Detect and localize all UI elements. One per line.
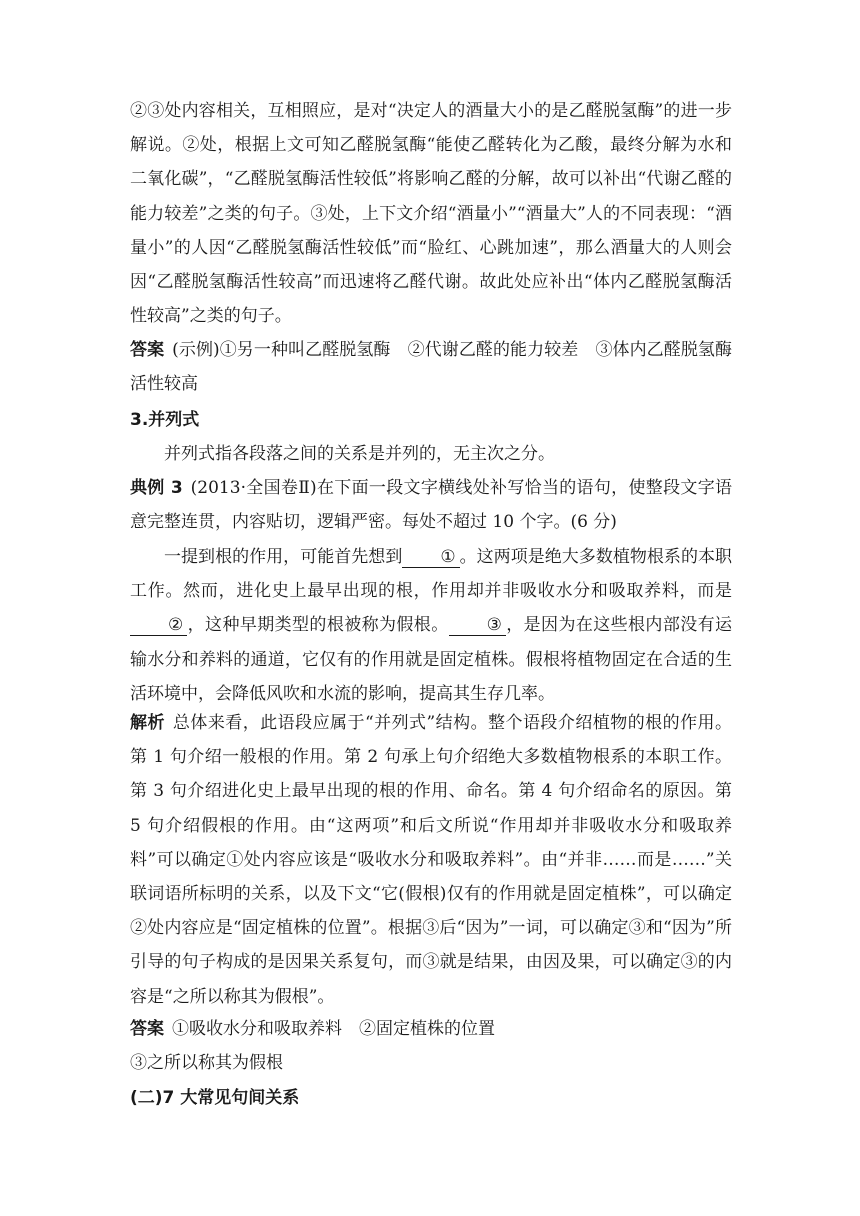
passage-part-2: 。这两项是绝大多数植物根系的本职工作。然而，进化史上最早出现的根，作用却并非吸收水分和吸取养料，而是 (130, 547, 733, 602)
answer-text: (示例)①另一种叫乙醛脱氢酶 ②代谢乙醛的能力较差 ③体内乙醛脱氢酶活性较高 (130, 340, 732, 395)
analysis-paragraph-continued: ②③处内容相关，互相照应，是对“决定人的酒量大小的是乙醛脱氢酶”的进一步解说。②处，根据上文可知乙醛脱氢酶“能使乙醛转化为乙酸，最终分解为水和二氧化碳”，“乙醛脱氢酶活性较低”将影响乙醛的分解，故可以补出“代谢乙醛的能力较差”之类的句子。③处，上下文介绍“酒量小”“酒量大”人的不同表现：“酒量小”的人因“乙醛脱氢酶活性较低”而“脸红、心跳加速”，那么酒量大的人则会因“乙醛脱氢酶活性较高”而迅速将乙醛代谢。故此处应补出“体内乙醛脱氢酶活性较高”之类的句子。 (130, 101, 732, 327)
example-label: 典例 3 (130, 478, 183, 498)
section-heading-next: (二)7 大常见句间关系 (130, 1088, 300, 1108)
blank-1: ① (402, 547, 459, 568)
example-prompt (130, 471, 732, 539)
answer-label: 答案 (130, 1019, 164, 1039)
passage-part-4: ，是因为在这些根内部没有运输水分和养料的通道，它仅有的作用就是固定植株。假根将植物固定在合适的生活环境中，会降低风吹和水流的影响，提高其生存几率。 (130, 615, 733, 704)
blank-3: ③ (449, 615, 506, 636)
analysis-text: 总体来看，此语段应属于“并列式”结构。整个语段介绍植物的根的作用。第 1 句介绍一般根的作用。第 2 句承上句介绍绝大多数植物根系的本职工作。第 3 句介绍进化史上最早出现的根的作用、命名。第 4 句介绍命名的原因。第 5 句介绍假根的作用。由“这两项”和后文所说“作用却并非吸收水分和吸取养料”可以确定①处内容应该是“吸收水分和吸取养料”。由“并非……而是……”关联词语所标明的关系，以及下文“它(假根)仅有的作用就是固定植株”，可以确定②处内容应是“固定植株的位置”。根据③后“因为”一词，可以确定③和“因为”所引导的句子构成的是因果关系复句，而③就是结果，由因及果，可以确定③的内容是“之所以称其为假根”。 (130, 713, 732, 1007)
answer-block-2 (130, 1012, 732, 1046)
section-heading-parallel: 3.并列式 (130, 410, 200, 430)
passage-part-1: 一提到根的作用，可能首先想到 (164, 547, 403, 567)
example-text: (2013·全国卷Ⅱ)在下面一段文字横线处补写恰当的语句，使整段文字语意完整连贯，内容贴切，逻辑严密。每处不超过 10 个字。(6 分) (130, 478, 732, 533)
answer-block-1 (130, 333, 732, 401)
answer-line-2: ③之所以称其为假根 (130, 1053, 283, 1073)
answer-label: 答案 (130, 340, 165, 360)
example-passage (130, 540, 732, 711)
section-description: 并列式指各段落之间的关系是并列的，无主次之分。 (164, 444, 555, 464)
analysis-label: 解析 (130, 713, 165, 733)
answer-line-1: ①吸收水分和吸取养料 ②固定植株的位置 (172, 1019, 495, 1039)
analysis-block (130, 706, 732, 1014)
blank-2: ② (130, 615, 187, 636)
passage-part-3: ，这种早期类型的根被称为假根。 (187, 615, 449, 636)
